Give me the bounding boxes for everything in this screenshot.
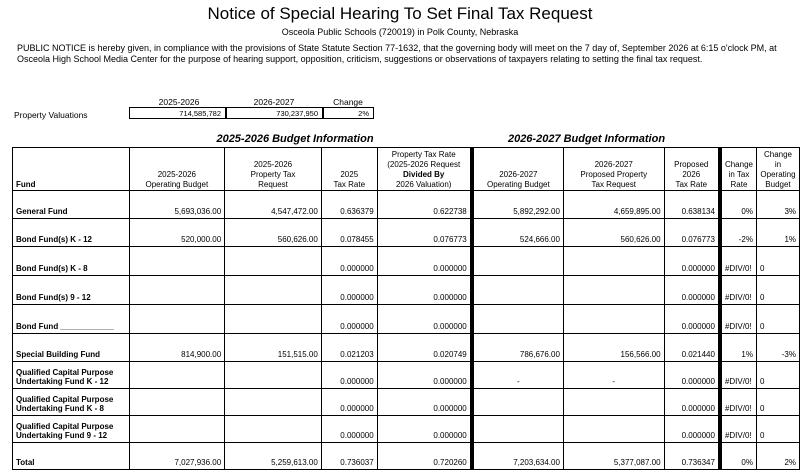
table-row (13, 276, 800, 305)
fund-name-line: Total (16, 458, 35, 467)
operating-budget-2026-cell: - (472, 362, 564, 389)
table-row (13, 416, 800, 443)
property-tax-rate-cell: 0.000000 (377, 362, 472, 389)
table-row (13, 305, 800, 334)
notice-title: Notice of Special Hearing To Set Final Tax Request (207, 4, 593, 23)
proposed-tax-rate-2026-cell: 0.000000 (664, 247, 720, 276)
tax-rate-2025-cell: 0.078455 (321, 219, 377, 247)
header-line: Property Tax (250, 170, 296, 179)
total-row (13, 443, 800, 470)
change-operating-budget-cell: 0 (756, 389, 799, 416)
header-line: 2026 Valuation) (395, 180, 452, 189)
change-operating-budget-cell: 0 (756, 416, 799, 443)
budget-header-row (13, 148, 800, 191)
property-tax-rate-cell: 0.000000 (377, 276, 472, 305)
header-line: 2025-2026 (253, 160, 293, 169)
fund-name-line: Qualified Capital Purpose (16, 422, 114, 431)
operating-budget-2025-cell: 5,693,036.00 (129, 191, 225, 219)
fund-name (13, 191, 130, 219)
proposed-tax-rate-2026-cell: 0.000000 (664, 389, 720, 416)
district-subtitle: Osceola Public Schools (720019) in Polk County, Nebraska (281, 27, 519, 37)
property-tax-rate-cell: 0.020749 (377, 334, 472, 362)
header-line: Operating Budget (486, 180, 550, 189)
header-line: (2025-2026 Request (387, 160, 461, 169)
operating-budget-2026-cell (472, 305, 564, 334)
table-row (13, 389, 800, 416)
change-tax-rate-cell: #DIV/0! (720, 305, 757, 334)
proposed-tax-rate-2026-cell: 0.076773 (664, 219, 720, 247)
tax-rate-2025-cell: 0.000000 (321, 416, 377, 443)
col-header-property-tax-rate (377, 148, 472, 191)
tax-request-2026-cell: - (563, 362, 664, 389)
proposed-tax-rate-2026-cell: 0.000000 (664, 276, 720, 305)
header-line: Change in (763, 150, 792, 169)
budget-table (12, 147, 800, 470)
change-tax-rate-cell: 0% (720, 191, 757, 219)
property-tax-rate-cell: 0.000000 (377, 247, 472, 276)
table-row (13, 219, 800, 247)
fund-name-line: Bond Fund(s) 9 - 12 (16, 293, 91, 302)
proposed-tax-rate-2026-cell: 0.000000 (664, 362, 720, 389)
change-operating-budget-cell: 1% (756, 219, 799, 247)
operating-budget-2026-cell (472, 247, 564, 276)
operating-budget-2025-cell: 7,027,936.00 (129, 443, 225, 470)
fund-name (13, 416, 130, 443)
fund-name-line: General Fund (16, 207, 68, 216)
operating-budget-2026-cell (472, 416, 564, 443)
operating-budget-2026-cell: 7,203,634.00 (472, 443, 564, 470)
tax-request-2025-cell (225, 416, 322, 443)
tax-request-2025-cell (225, 276, 322, 305)
header-line: Change (724, 160, 753, 169)
header-line: in Tax (728, 170, 750, 179)
header-line: Operating Budget (145, 180, 209, 189)
col-header-2026-operating-budget (472, 148, 564, 191)
proposed-tax-rate-2026-cell: 0.000000 (664, 416, 720, 443)
public-notice-text: PUBLIC NOTICE is hereby given, in compliance with the provisions of State Statute Section 77-1632, that the governing body will meet on the 7 day of, September 2026 at 6:15 o'clock PM, at Osceola High School Media Center for the purpose of hearing support, opposition, criticism, suggestions or observations of taxpayers relating to setting the final tax request. (17, 43, 777, 64)
tax-request-2025-cell (225, 389, 322, 416)
change-tax-rate-cell: 0% (720, 443, 757, 470)
col-header-2025-tax-request (225, 148, 322, 191)
col-header-2025-tax-rate (321, 148, 377, 191)
tax-rate-2025-cell: 0.000000 (321, 389, 377, 416)
change-tax-rate-cell: #DIV/0! (720, 276, 757, 305)
tax-rate-2025-cell: 0.636379 (321, 191, 377, 219)
change-tax-rate-cell: -2% (720, 219, 757, 247)
tax-rate-2025-cell: 0.000000 (321, 362, 377, 389)
proposed-tax-rate-2026-cell: 0.736347 (664, 443, 720, 470)
operating-budget-2026-cell: 786,676.00 (472, 334, 564, 362)
header-line: Budget (765, 180, 791, 189)
header-line: Operating (760, 170, 796, 179)
fund-name-line: Undertaking Fund 9 - 12 (16, 431, 108, 440)
operating-budget-2025-cell (129, 247, 225, 276)
header-line: Tax Request (591, 180, 636, 189)
fund-name-line: Undertaking Fund K - 12 (16, 377, 109, 386)
header-line: Property Tax Rate (391, 150, 456, 159)
change-operating-budget-cell: 0 (756, 305, 799, 334)
tax-request-2026-cell (563, 389, 664, 416)
tax-request-2025-cell: 151,515.00 (225, 334, 322, 362)
header-line: Rate (730, 180, 748, 189)
fund-name-line: Qualified Capital Purpose (16, 395, 114, 404)
fund-name-line: Bond Fund(s) K - 8 (16, 264, 88, 273)
valuation-header-2026: 2026-2027 (253, 97, 295, 107)
fund-name (13, 443, 130, 470)
tax-rate-2025-cell: 0.736037 (321, 443, 377, 470)
change-tax-rate-cell: #DIV/0! (720, 362, 757, 389)
tax-request-2026-cell: 5,377,087.00 (563, 443, 664, 470)
header-line: Divided By (403, 170, 445, 179)
tax-request-2025-cell: 4,547,472.00 (225, 191, 322, 219)
tax-request-2025-cell: 5,259,613.00 (225, 443, 322, 470)
fund-name-line: Bond Fund(s) K - 12 (16, 235, 92, 244)
col-header-change-tax-rate (720, 148, 757, 191)
operating-budget-2025-cell (129, 362, 225, 389)
tax-request-2025-cell: 560,626.00 (225, 219, 322, 247)
table-row (13, 247, 800, 276)
change-operating-budget-cell: 2% (756, 443, 799, 470)
header-line: 2026-2027 (594, 160, 633, 169)
operating-budget-2025-cell: 520,000.00 (129, 219, 225, 247)
fund-name (13, 247, 130, 276)
tax-request-2025-cell (225, 305, 322, 334)
tax-request-2026-cell (563, 276, 664, 305)
header-line: 2026-2027 (499, 170, 538, 179)
fund-name (13, 219, 130, 247)
header-line: Tax Rate (675, 180, 708, 189)
change-tax-rate-cell: #DIV/0! (720, 247, 757, 276)
tax-request-2026-cell: 560,626.00 (563, 219, 664, 247)
fund-name (13, 389, 130, 416)
tax-rate-2025-cell: 0.000000 (321, 276, 377, 305)
tax-request-2025-cell (225, 362, 322, 389)
fund-name-line: Special Building Fund (16, 350, 100, 359)
operating-budget-2026-cell (472, 389, 564, 416)
operating-budget-2025-cell (129, 276, 225, 305)
operating-budget-2025-cell (129, 416, 225, 443)
header-line: Request (258, 180, 288, 189)
change-operating-budget-cell: 0 (756, 276, 799, 305)
fund-name-line: Bond Fund ____________ (16, 322, 114, 331)
tax-request-2026-cell: 4,659,895.00 (563, 191, 664, 219)
property-tax-rate-cell: 0.000000 (377, 389, 472, 416)
tax-request-2026-cell: 156,566.00 (563, 334, 664, 362)
valuation-2026: 730,237,950 (226, 107, 323, 119)
valuation-label: Property Valuations (14, 110, 88, 120)
valuation-header-change: Change (333, 97, 363, 107)
header-line: Proposed Property (580, 170, 648, 179)
table-row (13, 191, 800, 219)
header-line: 2026 (682, 170, 701, 179)
change-operating-budget-cell: -3% (756, 334, 799, 362)
change-tax-rate-cell: #DIV/0! (720, 416, 757, 443)
proposed-tax-rate-2026-cell: 0.638134 (664, 191, 720, 219)
valuation-change: 2% (323, 107, 374, 119)
operating-budget-2026-cell (472, 276, 564, 305)
tax-request-2026-cell (563, 416, 664, 443)
operating-budget-2025-cell (129, 305, 225, 334)
proposed-tax-rate-2026-cell: 0.021440 (664, 334, 720, 362)
operating-budget-2025-cell: 814,900.00 (129, 334, 225, 362)
tax-rate-2025-cell: 0.021203 (321, 334, 377, 362)
fund-name (13, 362, 130, 389)
tax-rate-2025-cell: 0.000000 (321, 247, 377, 276)
change-operating-budget-cell: 3% (756, 191, 799, 219)
fund-name (13, 305, 130, 334)
property-tax-rate-cell: 0.000000 (377, 305, 472, 334)
operating-budget-2025-cell (129, 389, 225, 416)
valuation-2025: 714,585,782 (129, 107, 226, 119)
col-header-proposed-tax-rate (664, 148, 720, 191)
table-row (13, 334, 800, 362)
header-line: 2025-2026 (157, 170, 196, 179)
change-operating-budget-cell: 0 (756, 362, 799, 389)
budget-info-2025-heading: 2025-2026 Budget Information (216, 133, 374, 145)
fund-name-line: Qualified Capital Purpose (16, 368, 114, 377)
property-tax-rate-cell: 0.720260 (377, 443, 472, 470)
col-header-fund: Fund (13, 148, 130, 191)
property-tax-rate-cell: 0.076773 (377, 219, 472, 247)
valuation-header-2025: 2025-2026 (158, 97, 200, 107)
budget-info-2026-heading: 2026-2027 Budget Information (507, 133, 666, 145)
header-line: Proposed (674, 160, 709, 169)
col-header-2026-tax-request (563, 148, 664, 191)
operating-budget-2026-cell: 524,666.00 (472, 219, 564, 247)
operating-budget-2026-cell: 5,892,292.00 (472, 191, 564, 219)
fund-name (13, 276, 130, 305)
table-row (13, 362, 800, 389)
tax-request-2026-cell (563, 305, 664, 334)
header-line: Tax Rate (333, 180, 366, 189)
col-header-2025-operating-budget (129, 148, 225, 191)
change-tax-rate-cell: #DIV/0! (720, 389, 757, 416)
tax-request-2025-cell (225, 247, 322, 276)
proposed-tax-rate-2026-cell: 0.000000 (664, 305, 720, 334)
change-operating-budget-cell: 0 (756, 247, 799, 276)
header-line: 2025 (340, 170, 359, 179)
fund-name-line: Undertaking Fund K - 8 (16, 404, 104, 413)
tax-request-2026-cell (563, 247, 664, 276)
fund-name (13, 334, 130, 362)
property-tax-rate-cell: 0.000000 (377, 416, 472, 443)
col-header-change-operating-budget (756, 148, 799, 191)
tax-rate-2025-cell: 0.000000 (321, 305, 377, 334)
change-tax-rate-cell: 1% (720, 334, 757, 362)
property-tax-rate-cell: 0.622738 (377, 191, 472, 219)
